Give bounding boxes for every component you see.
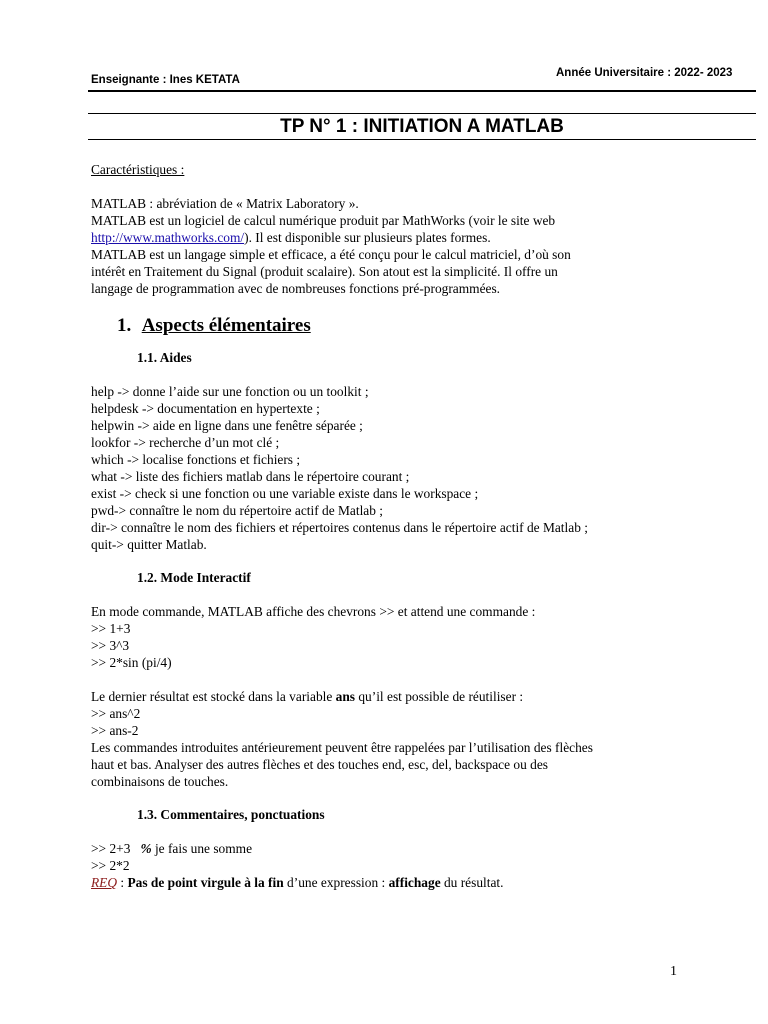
ans-intro-pre: Le dernier résultat est stocké dans la variable [91,689,336,704]
command-line: >> 3^3 [91,638,130,653]
header-divider [88,90,756,92]
document-body [91,161,691,891]
document-title: TP N° 1 : INITIATION A MATLAB [88,113,756,140]
req-separator: : [117,875,128,890]
comment-command-line [91,840,691,857]
ans-intro-post: qu’il est possible de réutiliser : [355,689,524,704]
academic-year: Année Universitaire : 2022- 2023 [556,67,733,79]
comment-text: je fais une somme [151,841,253,856]
char-line-2: MATLAB est un logiciel de calcul numérique produit par MathWorks (voir le site web [91,213,556,228]
req-bold-2: affichage [388,875,441,890]
subsection-1-2-title: 1.2. Mode Interactif [137,570,251,585]
section-1-title [91,315,691,337]
section-1-number: 1. [117,315,132,336]
command-line: >> 2*2 [91,858,130,873]
percent-symbol: % [140,841,152,856]
char-line-4: MATLAB est un langage simple et efficace, a été conçu pour le calcul matriciel, d’où son [91,247,571,262]
req-label: REQ [91,875,118,890]
section-1-label: Aspects élémentaires [141,315,311,336]
what-line: what -> liste des fichiers matlab dans le répertoire courant ; [91,469,410,484]
req-end: du résultat. [440,875,504,890]
interactive-intro: En mode commande, MATLAB affiche des chevrons >> et attend une commande : [91,604,536,619]
char-line-6: langage de programmation avec de nombreuses fonctions pré-programmées. [91,281,501,296]
history-para-line-2: haut et bas. Analyser des autres flèches et des touches end, esc, del, backspace ou des [91,757,548,772]
characteristics-heading: Caractéristiques : [91,162,185,177]
ans-intro [91,688,691,705]
helpdesk-line: helpdesk -> documentation en hypertexte ; [91,401,320,416]
command-line: >> ans^2 [91,706,141,721]
history-para-line-3: combinaisons de touches. [91,774,229,789]
command-line: >> 1+3 [91,621,131,636]
command-line: >> ans-2 [91,723,139,738]
subsection-1-1-title: 1.1. Aides [137,350,192,365]
pwd-line: pwd-> connaître le nom du répertoire actif de Matlab ; [91,503,383,518]
teacher-name: Enseignante : Ines KETATA [91,74,240,86]
dir-line: dir-> connaître le nom des fichiers et répertoires contenus dans le répertoire actif de Matlab ; [91,520,588,535]
req-middle: d’une expression : [283,875,389,890]
lookfor-line: lookfor -> recherche d’un mot clé ; [91,435,280,450]
exist-line: exist -> check si une fonction ou une variable existe dans le workspace ; [91,486,479,501]
which-line: which -> localise fonctions et fichiers ; [91,452,301,467]
ans-keyword: ans [335,689,356,704]
history-para-line-1: Les commandes introduites antérieurement peuvent être rappelées par l’utilisation des flèches [91,740,593,755]
page-number: 1 [670,964,677,979]
quit-line: quit-> quitter Matlab. [91,537,207,552]
char-line-3-text: ). Il est disponible sur plusieurs plates formes. [244,230,491,245]
char-line-1: MATLAB : abréviation de « Matrix Laboratory ». [91,196,359,211]
comment-command: >> 2+3 [91,841,131,856]
help-line: help -> donne l’aide sur une fonction ou un toolkit ; [91,384,369,399]
subsection-1-3-title: 1.3. Commentaires, ponctuations [137,807,325,822]
mathworks-link[interactable]: http://www.mathworks.com/ [91,230,245,245]
helpwin-line: helpwin -> aide en ligne dans une fenêtre séparée ; [91,418,363,433]
command-line: >> 2*sin (pi/4) [91,655,172,670]
req-note [91,874,691,891]
char-line-5: intérêt en Traitement du Signal (produit scalaire). Son atout est la simplicité. Il offre un [91,264,558,279]
req-bold-1: Pas de point virgule à la fin [127,875,284,890]
char-line-3 [91,229,691,246]
